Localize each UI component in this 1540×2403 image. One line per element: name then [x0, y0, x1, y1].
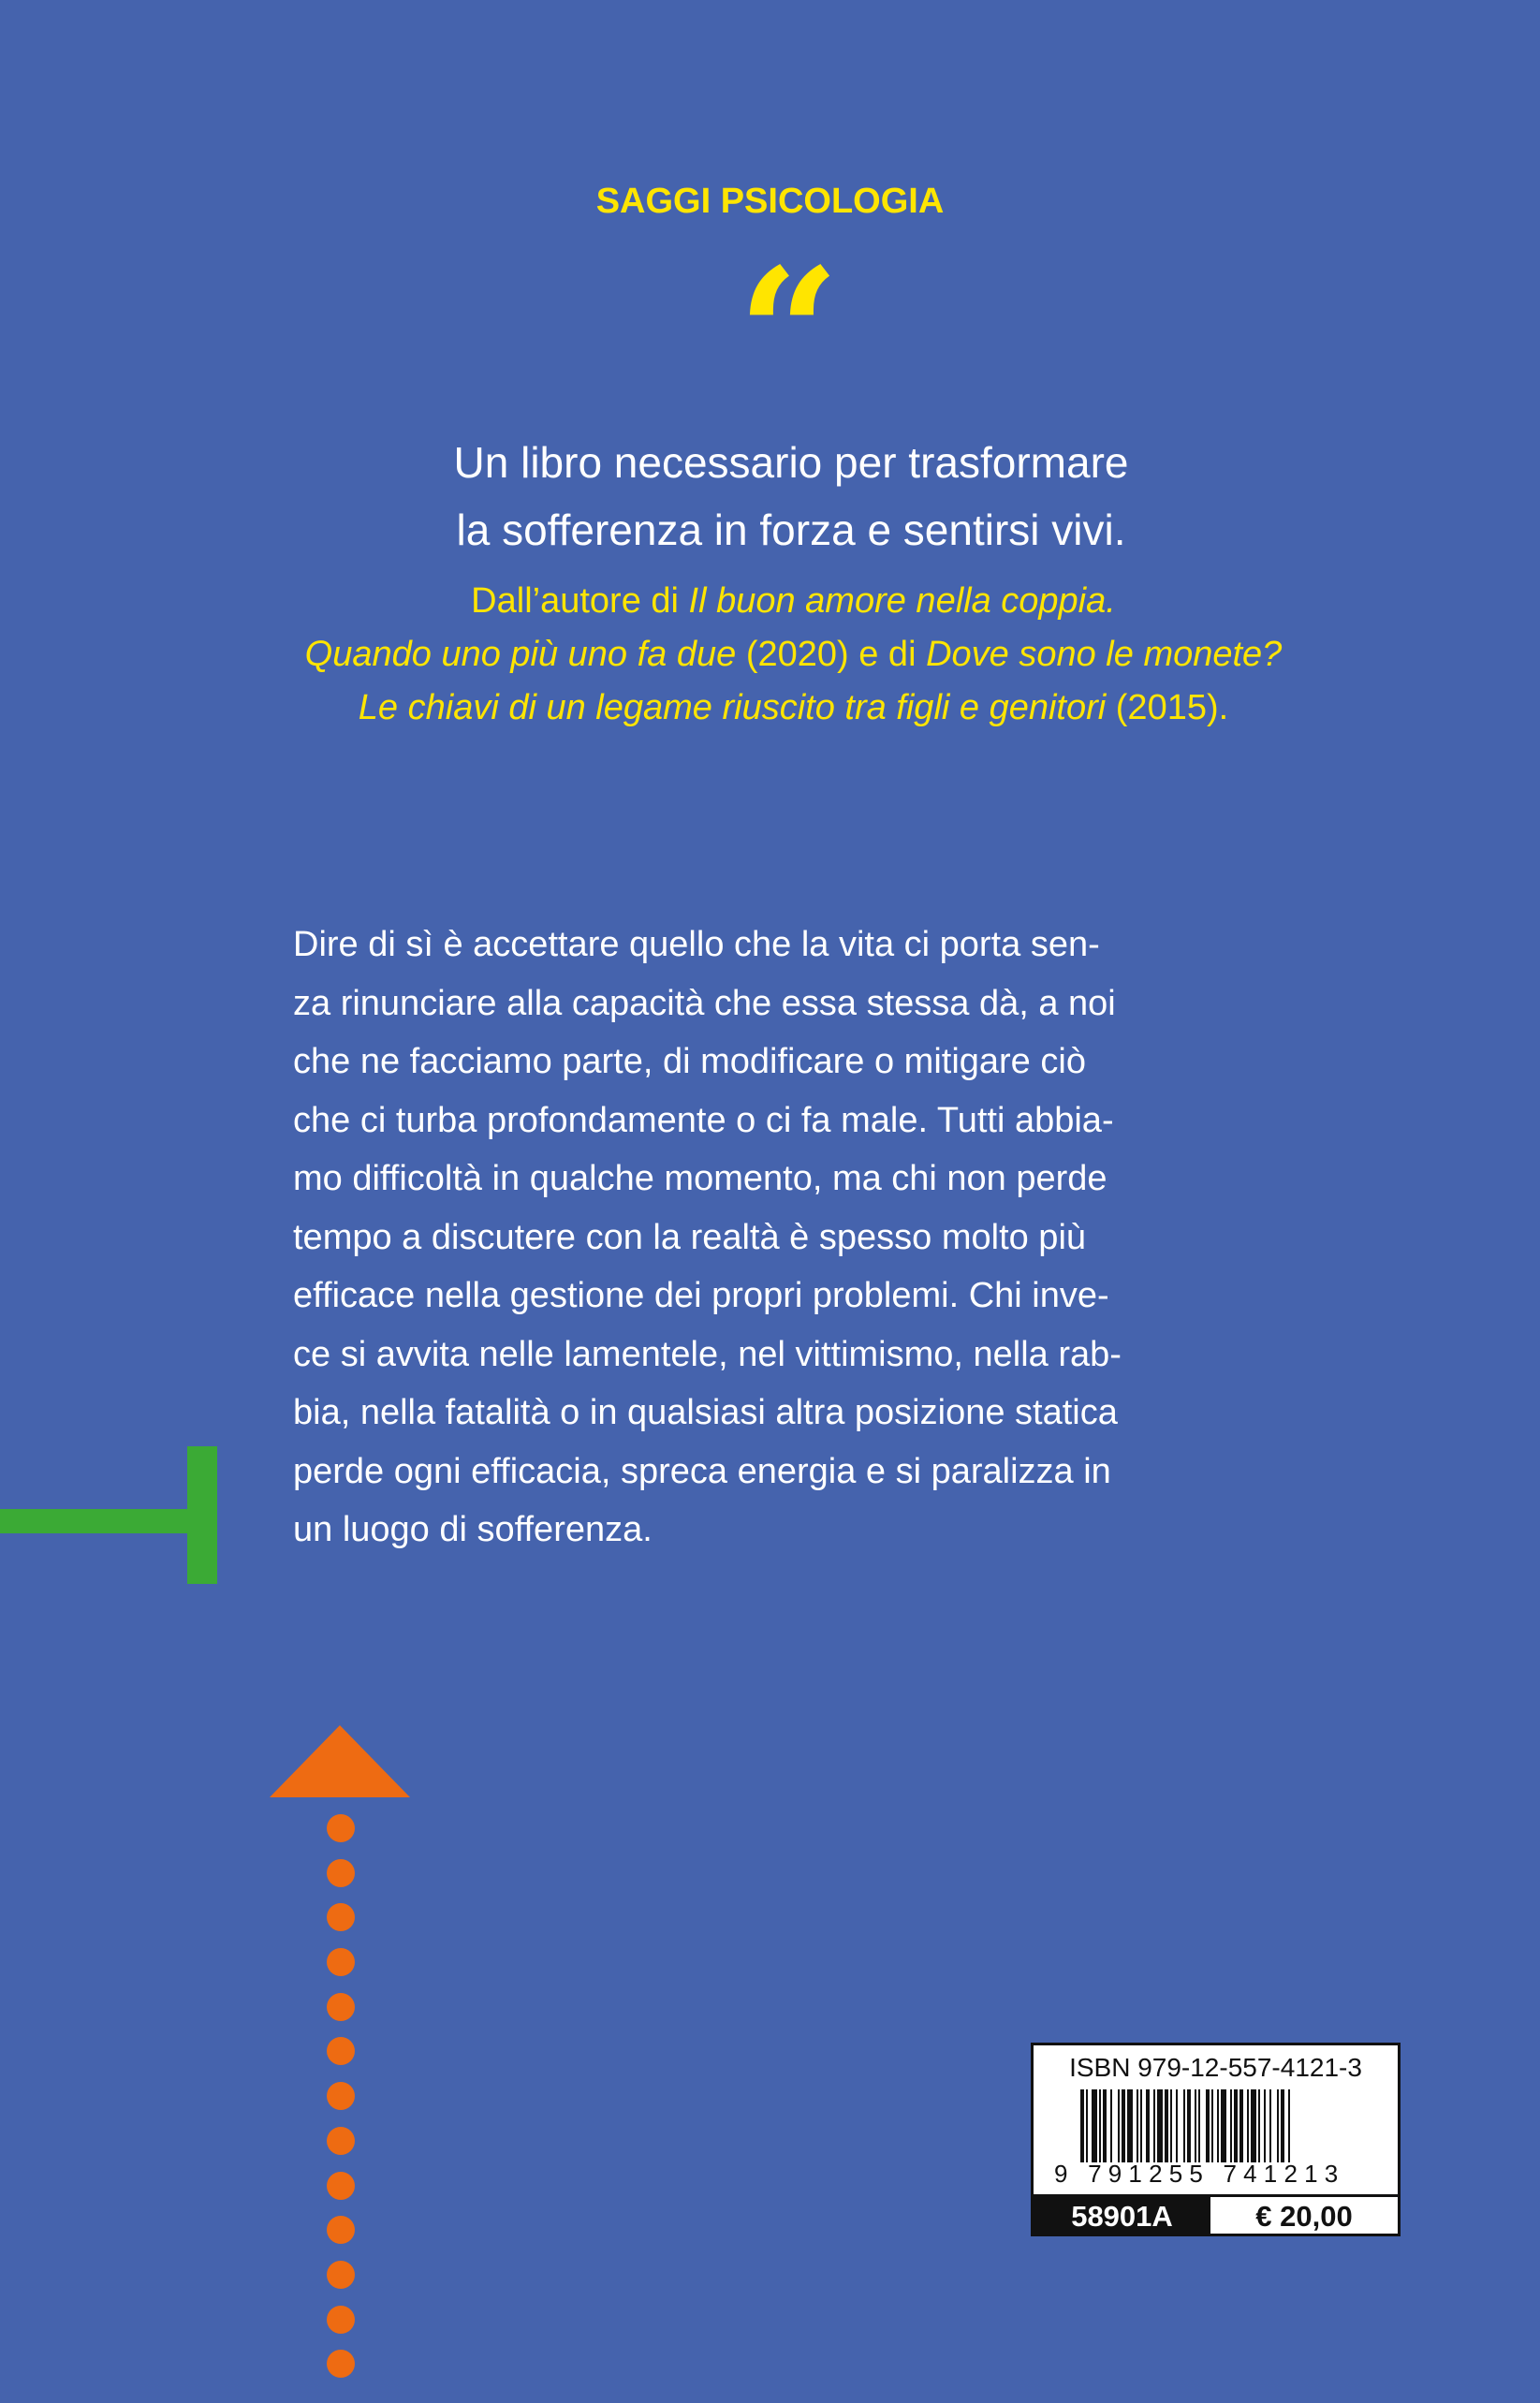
blurb-line: perde ogni efficacia, spreca energia e si paralizza in: [293, 1451, 1111, 1491]
barcode-bar: [1281, 2089, 1284, 2162]
orange-arrow-head-icon: [270, 1725, 410, 1797]
orange-dot: [327, 2127, 355, 2155]
orange-dot: [327, 2350, 355, 2378]
barcode-bar: [1092, 2089, 1097, 2162]
blurb-line: za rinunciare alla capacità che essa stessa dà, a noi: [293, 983, 1116, 1023]
series-label: SAGGI PSICOLOGIA: [595, 182, 945, 221]
barcode-bar: [1146, 2089, 1150, 2162]
price: € 20,00: [1255, 2200, 1353, 2233]
barcode-block: [1031, 2043, 1401, 2236]
blurb-line: Dire di sì è accettare quello che la vita ci porta sen-: [293, 925, 1100, 964]
orange-dot: [327, 1903, 355, 1931]
orange-dot: [327, 1859, 355, 1887]
barcode-bar: [1206, 2089, 1210, 2162]
barcode-bar: [1211, 2089, 1213, 2162]
barcode-bar: [1137, 2089, 1138, 2162]
barcode-bar: [1153, 2089, 1155, 2162]
barcode-digits: 9 791255 741213: [1054, 2160, 1345, 2188]
barcode-bar: [1183, 2089, 1185, 2162]
orange-dot: [327, 2306, 355, 2334]
barcode-bar: [1165, 2089, 1168, 2162]
blurb-line: mo difficoltà in qualche momento, ma chi non perde: [293, 1159, 1107, 1198]
orange-dot: [327, 2261, 355, 2289]
barcode-bar: [1187, 2089, 1191, 2162]
barcode-bar: [1221, 2089, 1226, 2162]
barcode-bar: [1264, 2089, 1266, 2162]
barcode-bar: [1127, 2089, 1133, 2162]
orange-dot: [327, 2216, 355, 2244]
blurb-line: che ne facciamo parte, di modificare o mitigare ciò: [293, 1042, 1086, 1081]
barcode-bar: [1118, 2089, 1120, 2162]
barcode-bar: [1140, 2089, 1142, 2162]
quote-mark-icon: “: [737, 229, 841, 438]
barcode-bar: [1195, 2089, 1196, 2162]
orange-dot: [327, 2037, 355, 2065]
barcode-bar: [1239, 2089, 1243, 2162]
blurb-line: tempo a discutere con la realtà è spesso molto più: [293, 1217, 1087, 1257]
credit-line: [0, 628, 1540, 681]
barcode-bar: [1251, 2089, 1256, 2162]
blurb-line: che ci turba profondamente o ci fa male. Tutti abbia-: [293, 1100, 1114, 1140]
barcode-bar: [1122, 2089, 1125, 2162]
barcode-bar: [1217, 2089, 1219, 2162]
barcode-bar: [1086, 2089, 1088, 2162]
pull-quote-line: Un libro necessario per trasformare: [453, 438, 1129, 487]
orange-dotted-line: [327, 1814, 355, 2395]
product-code: 58901A: [1034, 2197, 1210, 2236]
barcode-bar: [1080, 2089, 1084, 2162]
author-credit: [0, 575, 1540, 735]
orange-dot: [327, 1948, 355, 1976]
barcode-bar: [1110, 2089, 1112, 2162]
orange-dot: [327, 2082, 355, 2110]
book-title: Quando uno più uno fa due: [304, 635, 737, 674]
blurb-line: un luogo di sofferenza.: [293, 1510, 653, 1549]
barcode-bar: [1103, 2089, 1107, 2162]
barcode-bar: [1230, 2089, 1232, 2162]
barcode-footer: [1034, 2194, 1398, 2236]
barcode-bar: [1198, 2089, 1200, 2162]
blurb-line: bia, nella fatalità o in qualsiasi altra posizione statica: [293, 1393, 1118, 1432]
orange-dot: [327, 1993, 355, 2021]
barcode-bar: [1258, 2089, 1260, 2162]
green-t-bar-horizontal: [0, 1509, 217, 1533]
pull-quote-line: la sofferenza in forza e sentirsi vivi.: [456, 506, 1126, 554]
barcode-bar: [1269, 2089, 1271, 2162]
orange-dot: [327, 2172, 355, 2200]
barcode-bar: [1288, 2089, 1290, 2162]
credit-text: (2015).: [1106, 688, 1229, 727]
credit-text: Dall’autore di: [471, 581, 689, 621]
barcode-bar: [1234, 2089, 1238, 2162]
barcode-bars: [1080, 2089, 1366, 2162]
barcode-bar: [1176, 2089, 1178, 2162]
blurb-line: ce si avvita nelle lamentele, nel vittimismo, nella rab-: [293, 1334, 1122, 1374]
barcode-bar: [1157, 2089, 1163, 2162]
blurb-line: efficace nella gestione dei propri problemi. Chi inve-: [293, 1276, 1109, 1315]
orange-dot: [327, 1814, 355, 1842]
barcode-bar: [1277, 2089, 1279, 2162]
barcode-bar: [1170, 2089, 1172, 2162]
credit-line: [0, 575, 1540, 628]
barcode-bar: [1247, 2089, 1249, 2162]
barcode-bar: [1099, 2089, 1101, 2162]
blurb-text: [293, 916, 1285, 1560]
green-t-bar-vertical: [187, 1446, 217, 1584]
book-title: Il buon amore nella coppia.: [688, 581, 1116, 621]
book-title: Le chiavi di un legame riuscito tra figli e genitori: [358, 688, 1107, 727]
credit-text: (2020) e di: [736, 635, 927, 674]
book-title: Dove sono le monete?: [926, 635, 1283, 674]
isbn-text: ISBN 979-12-557-4121-3: [1069, 2053, 1362, 2082]
pull-quote: [0, 429, 1540, 564]
credit-line: [0, 681, 1540, 735]
